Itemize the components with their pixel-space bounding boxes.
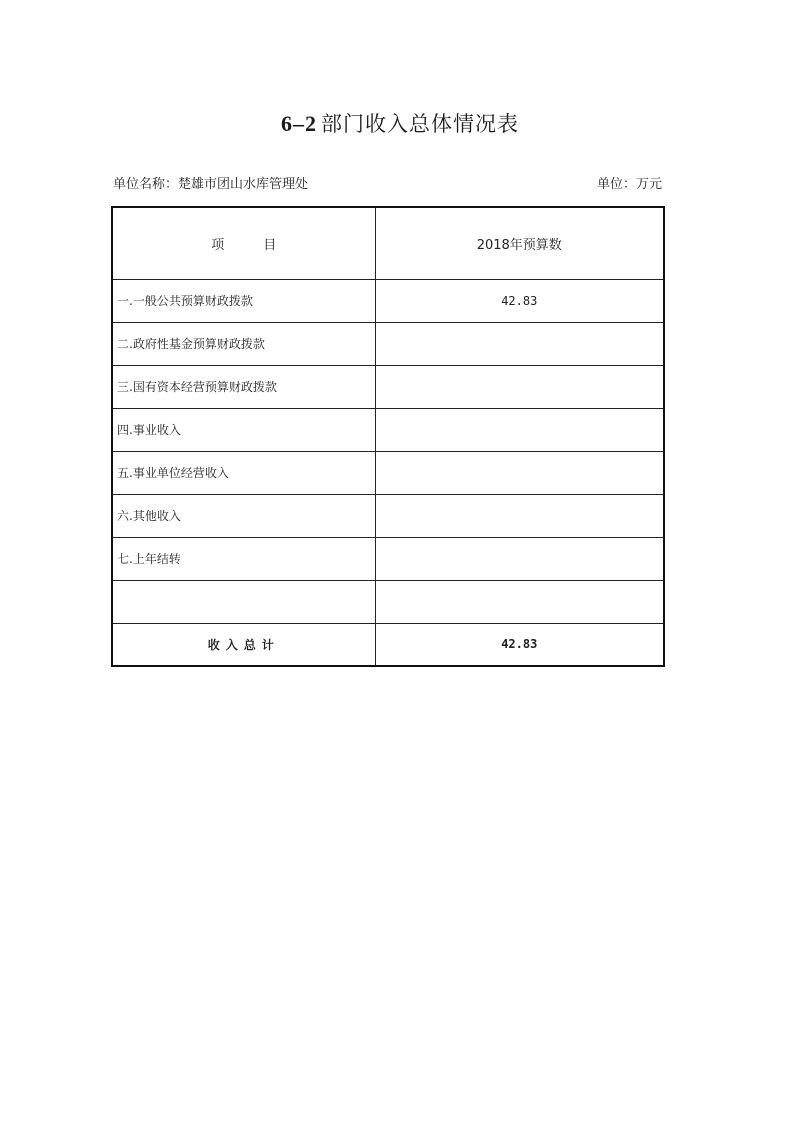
title-text: 部门收入总体情况表 <box>321 112 519 136</box>
page-title <box>0 108 800 138</box>
header-budget-2018: 2018年预算数 <box>375 207 664 279</box>
table-header-row <box>112 207 664 279</box>
table-row <box>112 279 664 322</box>
row-value <box>375 322 664 365</box>
table-row <box>112 580 664 623</box>
row-item <box>112 580 375 623</box>
title-number: 6–2 <box>281 111 317 136</box>
row-item: 七.上年结转 <box>112 537 375 580</box>
row-value <box>375 494 664 537</box>
table-row <box>112 494 664 537</box>
row-value <box>375 408 664 451</box>
unit-name: 单位名称：楚雄市团山水库管理处 <box>113 177 309 192</box>
table-total-row <box>112 623 664 666</box>
row-item: 六.其他收入 <box>112 494 375 537</box>
table-row <box>112 322 664 365</box>
table-row <box>112 451 664 494</box>
row-item: 三.国有资本经营预算财政拨款 <box>112 365 375 408</box>
total-value: 42.83 <box>375 623 664 666</box>
unit-of-measure: 单位：万元 <box>596 177 662 192</box>
row-value <box>375 580 664 623</box>
header-item: 项 目 <box>112 207 375 279</box>
row-value <box>375 365 664 408</box>
income-summary-table <box>111 206 665 667</box>
row-item: 四.事业收入 <box>112 408 375 451</box>
table-row <box>112 408 664 451</box>
row-item: 一.一般公共预算财政拨款 <box>112 279 375 322</box>
row-value: 42.83 <box>375 279 664 322</box>
row-value <box>375 537 664 580</box>
row-item: 二.政府性基金预算财政拨款 <box>112 322 375 365</box>
total-label: 收入总计 <box>112 623 375 666</box>
row-item: 五.事业单位经营收入 <box>112 451 375 494</box>
table-row <box>112 365 664 408</box>
row-value <box>375 451 664 494</box>
table-row <box>112 537 664 580</box>
